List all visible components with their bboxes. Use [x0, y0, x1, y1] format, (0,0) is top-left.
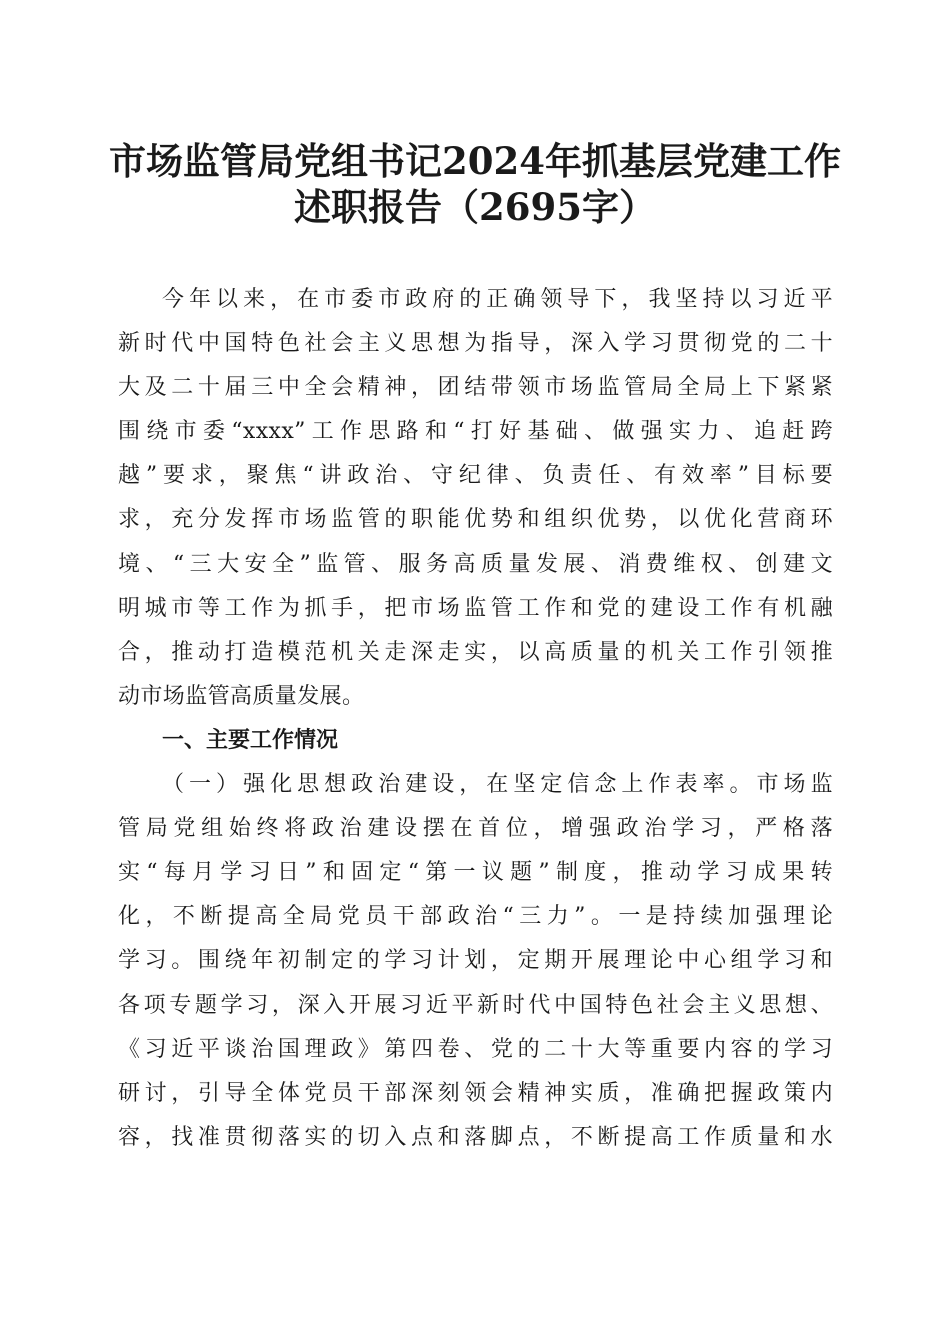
- intro-line: 越”要求，聚焦“讲政治、守纪律、负责任、有效率”目标要: [118, 463, 833, 489]
- intro-line: 明城市等工作为抓手，把市场监管工作和党的建设工作有机融: [118, 595, 833, 621]
- intro-line: 动市场监管高质量发展。: [118, 683, 365, 709]
- section-1-line: 实“每月学习日”和固定“第一议题”制度，推动学习成果转: [118, 860, 833, 886]
- section-1-line: 化，不断提高全局党员干部政治“三力”。一是持续加强理论: [118, 904, 833, 930]
- title-line-1: 市场监管局党组书记2024年抓基层党建工作: [109, 139, 841, 183]
- document-title: [100, 138, 850, 230]
- intro-line: 围绕市委“xxxx”工作思路和“打好基础、做强实力、追赶跨: [118, 419, 833, 445]
- intro-line: 合，推动打造模范机关走深走实，以高质量的机关工作引领推: [118, 639, 833, 665]
- intro-line: 新时代中国特色社会主义思想为指导，深入学习贯彻党的二十: [118, 331, 833, 357]
- section-heading: 一、主要工作情况: [162, 727, 339, 753]
- section-1-line: 《习近平谈治国理政》第四卷、党的二十大等重要内容的学习: [118, 1036, 833, 1062]
- title-line-2: 述职报告（2695字）: [294, 185, 656, 229]
- intro-line: 今年以来，在市委市政府的正确领导下，我坚持以习近平: [162, 287, 833, 312]
- section-1-line: 容，找准贯彻落实的切入点和落脚点，不断提高工作质量和水: [118, 1124, 833, 1150]
- section-1-line: 各项专题学习，深入开展习近平新时代中国特色社会主义思想、: [118, 992, 833, 1018]
- section-1-line: 研讨，引导全体党员干部深刻领会精神实质，准确把握政策内: [118, 1080, 833, 1106]
- section-1-line: 学习。围绕年初制定的学习计划，定期开展理论中心组学习和: [118, 948, 833, 974]
- section-1-line: 管局党组始终将政治建设摆在首位，增强政治学习，严格落: [118, 816, 833, 842]
- intro-paragraph: [118, 278, 833, 719]
- intro-line: 境、“三大安全”监管、服务高质量发展、消费维权、创建文: [118, 551, 833, 577]
- intro-line: 大及二十届三中全会精神，团结带领市场监管局全局上下紧紧: [118, 375, 833, 401]
- section-1-paragraph: [118, 763, 833, 1160]
- document-body: [118, 278, 833, 1160]
- intro-line: 求，充分发挥市场监管的职能优势和组织优势，以优化营商环: [118, 507, 833, 533]
- section-1-line: （一）强化思想政治建设，在坚定信念上作表率。市场监: [162, 772, 833, 798]
